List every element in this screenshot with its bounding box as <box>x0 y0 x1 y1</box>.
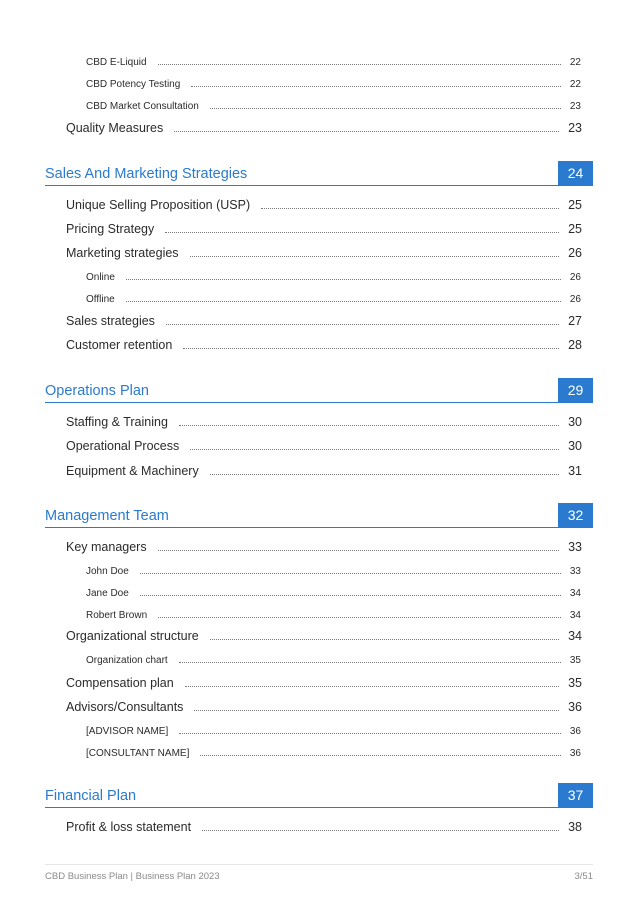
toc-entry-page-number: 30 <box>568 439 582 453</box>
toc-entry-label: Equipment & Machinery <box>66 464 199 478</box>
section-page-badge: 37 <box>558 783 593 807</box>
toc-entry-page-number: 34 <box>569 588 581 599</box>
dot-leader <box>200 754 561 756</box>
toc-entry-page-number: 23 <box>568 121 582 135</box>
toc-entry-label: CBD Market Consultation <box>86 101 199 112</box>
toc-entry-label: Customer retention <box>66 338 173 352</box>
section-title: Sales And Marketing Strategies <box>45 166 248 182</box>
toc-entry-label: Profit & loss statement <box>66 820 192 834</box>
toc-entry-page-number: 33 <box>569 566 581 577</box>
toc-entry-page-number: 26 <box>569 272 581 283</box>
toc-entry[interactable] <box>66 538 582 554</box>
section-title: Financial Plan <box>45 788 137 804</box>
toc-subentry[interactable] <box>86 653 581 666</box>
dot-leader <box>140 572 561 574</box>
toc-entry-label: Unique Selling Proposition (USP) <box>66 198 251 212</box>
toc-entry-page-number: 36 <box>568 700 582 714</box>
toc-subentry[interactable] <box>86 746 581 759</box>
toc-entry[interactable] <box>66 119 582 135</box>
toc-entry-page-number: 36 <box>569 748 581 759</box>
dot-leader <box>261 207 559 209</box>
toc-entry[interactable] <box>66 437 582 453</box>
toc-entry[interactable] <box>66 312 582 328</box>
toc-entry[interactable] <box>66 244 582 260</box>
toc-entry-page-number: 35 <box>568 676 582 690</box>
toc-entry[interactable] <box>66 698 582 714</box>
dot-leader <box>210 473 559 475</box>
toc-entry[interactable] <box>66 196 582 212</box>
dot-leader <box>166 323 559 325</box>
dot-leader <box>140 594 561 596</box>
dot-leader <box>126 300 561 302</box>
toc-entry-page-number: 27 <box>568 314 582 328</box>
toc-entry[interactable] <box>66 220 582 236</box>
section-page-badge: 32 <box>558 503 593 527</box>
toc-entry[interactable] <box>66 413 582 429</box>
toc-entry-label: Staffing & Training <box>66 415 168 429</box>
toc-subentry[interactable] <box>86 724 581 737</box>
section-page-badge: 24 <box>558 161 593 185</box>
toc-entry-label: Robert Brown <box>86 610 148 621</box>
dot-leader <box>210 638 559 640</box>
dot-leader <box>194 709 559 711</box>
toc-entry-page-number: 34 <box>569 610 581 621</box>
footer-page-indicator: 3/51 <box>574 871 593 882</box>
dot-leader <box>185 685 559 687</box>
page-footer <box>45 864 593 882</box>
section-title: Management Team <box>45 508 169 524</box>
toc-entry-page-number: 36 <box>569 726 581 737</box>
toc-entry-page-number: 26 <box>569 294 581 305</box>
toc-entry-label: Offline <box>86 294 115 305</box>
toc-entry[interactable] <box>66 462 582 478</box>
dot-leader <box>126 278 561 280</box>
toc-entry-label: Organizational structure <box>66 629 199 643</box>
toc-entry-page-number: 25 <box>568 198 582 212</box>
toc-entry-page-number: 33 <box>568 540 582 554</box>
toc-subentry[interactable] <box>86 564 581 577</box>
toc-entry-page-number: 30 <box>568 415 582 429</box>
dot-leader <box>179 424 559 426</box>
toc-entry-label: Compensation plan <box>66 676 174 690</box>
toc-entry-label: Organization chart <box>86 655 168 666</box>
toc-entry-label: Jane Doe <box>86 588 129 599</box>
toc-subentry[interactable] <box>86 55 581 68</box>
dot-leader <box>179 661 561 663</box>
dot-leader <box>210 107 561 109</box>
dot-leader <box>190 448 559 450</box>
dot-leader <box>158 549 559 551</box>
section-title: Operations Plan <box>45 383 149 399</box>
dot-leader <box>179 732 561 734</box>
toc-section-heading[interactable] <box>45 783 593 808</box>
toc-entry-page-number: 35 <box>569 655 581 666</box>
toc-entry-page-number: 26 <box>568 246 582 260</box>
dot-leader <box>165 231 559 233</box>
toc-entry[interactable] <box>66 336 582 352</box>
dot-leader <box>202 829 559 831</box>
toc-subentry[interactable] <box>86 292 581 305</box>
toc-entry-page-number: 25 <box>568 222 582 236</box>
dot-leader <box>183 347 559 349</box>
toc-entry-page-number: 22 <box>569 57 581 68</box>
toc-entry-label: Pricing Strategy <box>66 222 155 236</box>
toc-subentry[interactable] <box>86 99 581 112</box>
toc-entry-label: [ADVISOR NAME] <box>86 726 169 737</box>
toc-entry[interactable] <box>66 627 582 643</box>
toc-entry-label: Advisors/Consultants <box>66 700 184 714</box>
toc-entry-label: Online <box>86 272 115 283</box>
dot-leader <box>158 616 561 618</box>
toc-entry-label: Sales strategies <box>66 314 155 328</box>
toc-entry-label: Operational Process <box>66 439 180 453</box>
toc-subentry[interactable] <box>86 586 581 599</box>
footer-document-title: CBD Business Plan | Business Plan 2023 <box>45 871 220 882</box>
toc-entry-page-number: 28 <box>568 338 582 352</box>
toc-entry-page-number: 31 <box>568 464 582 478</box>
dot-leader <box>190 255 560 257</box>
toc-entry[interactable] <box>66 674 582 690</box>
toc-section-heading[interactable] <box>45 503 593 528</box>
toc-subentry[interactable] <box>86 77 581 90</box>
toc-section-heading[interactable] <box>45 161 593 186</box>
dot-leader <box>158 63 561 65</box>
toc-entry-page-number: 22 <box>569 79 581 90</box>
dot-leader <box>191 85 561 87</box>
toc-entry-label: CBD Potency Testing <box>86 79 181 90</box>
toc-entry-label: Quality Measures <box>66 121 164 135</box>
toc-entry-page-number: 34 <box>568 629 582 643</box>
toc-entry[interactable] <box>66 818 582 834</box>
toc-subentry[interactable] <box>86 608 581 621</box>
section-page-badge: 29 <box>558 378 593 402</box>
dot-leader <box>174 130 559 132</box>
toc-entry-label: Marketing strategies <box>66 246 179 260</box>
toc-entry-page-number: 38 <box>568 820 582 834</box>
toc-entry-label: Key managers <box>66 540 147 554</box>
toc-entry-label: John Doe <box>86 566 129 577</box>
toc-subentry[interactable] <box>86 270 581 283</box>
toc-entry-label: CBD E-Liquid <box>86 57 147 68</box>
toc-entry-page-number: 23 <box>569 101 581 112</box>
toc-entry-label: [CONSULTANT NAME] <box>86 748 190 759</box>
toc-section-heading[interactable] <box>45 378 593 403</box>
